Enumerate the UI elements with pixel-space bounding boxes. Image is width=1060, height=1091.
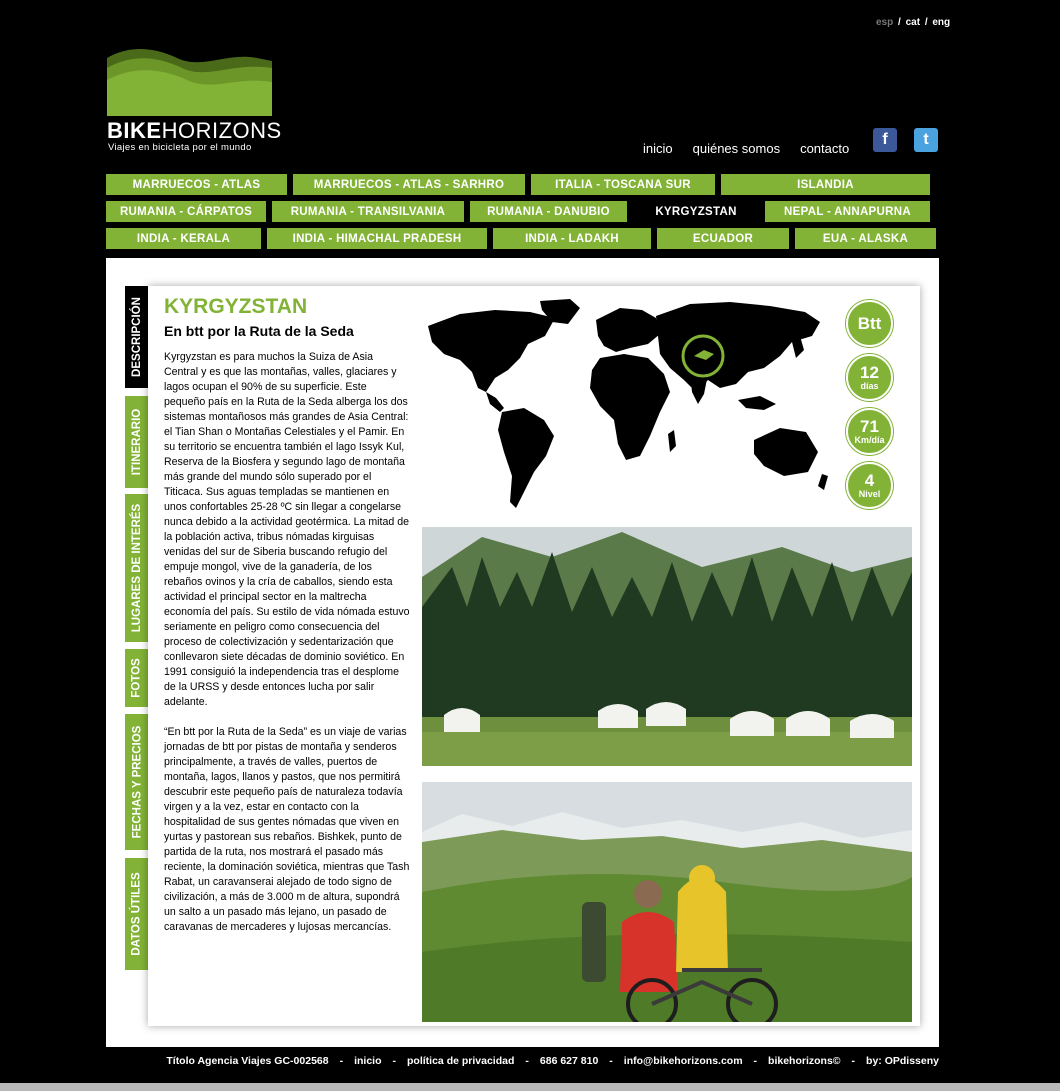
lang-separator: /	[924, 17, 928, 28]
top-nav	[643, 141, 869, 156]
footer-phone: 686 627 810	[539, 1055, 599, 1067]
footer-credit-link[interactable]: by: OPdisseny	[866, 1055, 939, 1067]
badge-days: 12 días	[846, 354, 893, 401]
photo-yurts[interactable]	[422, 527, 912, 766]
description-paragraph: “En btt por la Ruta de la Seda” es un viaje de varias jornadas de btt por pistas de montaña y senderos principalmente, a través de valles, puertos de montaña, lagos, llanos y pastos, que nos permitirá descubrir este pequeño país de naturaleza todavía virgen y a la vez, estar en contacto con la hospitalidad de sus gentes nómadas que viven en yurtas y pastorean sus rebaños. Bishkek, punto de partida de la ruta, nos mostrará el pasado más reciente, la dominación soviética, mientras que Tash Rabat, un caravanserai alejado de todo signo de civilización, a más de 3.000 m de altura, supondrá un salto a un pasado más lejano, un pasado de caravanas de mercaderes y lujosas mercancías.	[164, 726, 410, 933]
dest-italia-toscana-sur[interactable]: ITALIA - TOSCANA SUR	[531, 174, 715, 195]
twitter-icon[interactable]: t	[914, 128, 938, 152]
logo-hills-icon	[107, 46, 272, 116]
lang-eng-link[interactable]: eng	[932, 17, 951, 28]
logo-tagline: Viajes en bicicleta por el mundo	[108, 142, 252, 153]
nav-quienes-somos-link[interactable]: quiénes somos	[692, 141, 781, 156]
dest-eua-alaska[interactable]: EUA - ALASKA	[795, 228, 936, 249]
footer-separator: -	[851, 1055, 856, 1067]
dest-nepal-annapurna[interactable]: NEPAL - ANNAPURNA	[765, 201, 930, 222]
dest-marruecos-atlas-sarhro[interactable]: MARRUECOS - ATLAS - SARHRO	[293, 174, 525, 195]
language-selector	[876, 17, 950, 28]
footer-separator: -	[392, 1055, 397, 1067]
footer-separator: -	[339, 1055, 344, 1067]
page-subtitle: En btt por la Ruta de la Seda	[164, 323, 354, 339]
world-map	[420, 296, 830, 521]
footer-email-link[interactable]: info@bikehorizons.com	[623, 1055, 743, 1067]
photo-cyclists[interactable]	[422, 782, 912, 1022]
trip-description	[164, 350, 410, 950]
footer-copyright: bikehorizons©	[768, 1055, 841, 1067]
nav-contacto-link[interactable]: contacto	[800, 141, 850, 156]
dest-kyrgyzstan[interactable]: KYRGYZSTAN	[633, 201, 759, 222]
dest-rumania-transilvania[interactable]: RUMANIA - TRANSILVANIA	[272, 201, 464, 222]
tab-datos-utiles[interactable]: DATOS ÚTILES	[125, 858, 149, 970]
dest-rumania-carpatos[interactable]: RUMANIA - CÁRPATOS	[106, 201, 266, 222]
lang-separator: /	[898, 17, 901, 28]
footer-privacy-link[interactable]: política de privacidad	[407, 1055, 515, 1067]
tab-lugares-de-interes[interactable]: LUGARES DE INTERÉS	[125, 494, 149, 642]
lang-esp-link[interactable]: esp	[876, 17, 894, 28]
page-title: KYRGYZSTAN	[164, 295, 308, 318]
logo[interactable]	[107, 46, 282, 156]
window-bottom-bar	[0, 1083, 1060, 1091]
footer-separator: -	[753, 1055, 758, 1067]
footer	[106, 1055, 939, 1067]
tab-fechas-y-precios[interactable]: FECHAS Y PRECIOS	[125, 714, 149, 850]
description-paragraph: Kyrgyzstan es para muchos la Suiza de Asia Central y es que las montañas, valles, glaciares y lagos ocupan el 90% de su superficie. Este pequeño país en la Ruta de la Seda alberga los dos sistemas montañosos más grandes de Asia Central: el Tian Shan o Montañas Celestiales y el Pamir. En su territorio se encuentra también el lago Issyk Kul, Reserva de la Biosfera y segundo lago de montaña más grande del mundo sólo superado por el Titicaca. Sus aguas templadas se mantienen en unos confortables 25-28 ºC sin llegar a congelarse nunca debido a la actividad geotérmica. La mitad de la población activa, tribus nómadas kirguisas venidas del sur de Siberia buscando refugio del empuje mongol, vive de la ganadería, de los rebaños ovinos y la cría de caballos, siendo esta actividad el principal sector en la maltrecha economía del país. Su estilo de vida nómada estuvo seriamente en peligro como consecuencia del proceso de colectivización y sedentarización que conllevaron siete décadas de dominio soviético. En 1991 consiguió la independencia tras el desplome de la URSS y desde entonces lucha por salir adelante.	[164, 351, 410, 708]
badge-level: 4 Nivel	[846, 462, 893, 509]
badge-type: Btt	[846, 300, 893, 347]
logo-wordmark: BIKEHORIZONS	[107, 118, 282, 143]
footer-license: Títolo Agencia Viajes GC-002568	[166, 1055, 329, 1067]
footer-separator: -	[525, 1055, 529, 1067]
tab-itinerario[interactable]: ITINERARIO	[125, 396, 149, 488]
dest-islandia[interactable]: ISLANDIA	[721, 174, 930, 195]
tab-fotos[interactable]: FOTOS	[125, 649, 149, 707]
dest-marruecos-atlas[interactable]: MARRUECOS - ATLAS	[106, 174, 287, 195]
lang-cat-link[interactable]: cat	[905, 17, 921, 28]
dest-india-kerala[interactable]: INDIA - KERALA	[106, 228, 261, 249]
destination-menu	[106, 174, 936, 255]
content-area	[106, 258, 939, 1047]
footer-separator: -	[609, 1055, 613, 1067]
badge-km-per-day: 71 Km/día	[846, 408, 893, 455]
dest-india-himachal-pradesh[interactable]: INDIA - HIMACHAL PRADESH	[267, 228, 487, 249]
footer-inicio-link[interactable]: inicio	[354, 1055, 382, 1067]
nav-inicio-link[interactable]: inicio	[643, 141, 673, 156]
dest-ecuador[interactable]: ECUADOR	[657, 228, 789, 249]
tab-descripcion[interactable]: DESCRIPCIÓN	[125, 286, 149, 388]
dest-india-ladakh[interactable]: INDIA - LADAKH	[493, 228, 651, 249]
trip-panel	[148, 286, 920, 1026]
facebook-icon[interactable]: f	[873, 128, 897, 152]
dest-rumania-danubio[interactable]: RUMANIA - DANUBIO	[470, 201, 627, 222]
